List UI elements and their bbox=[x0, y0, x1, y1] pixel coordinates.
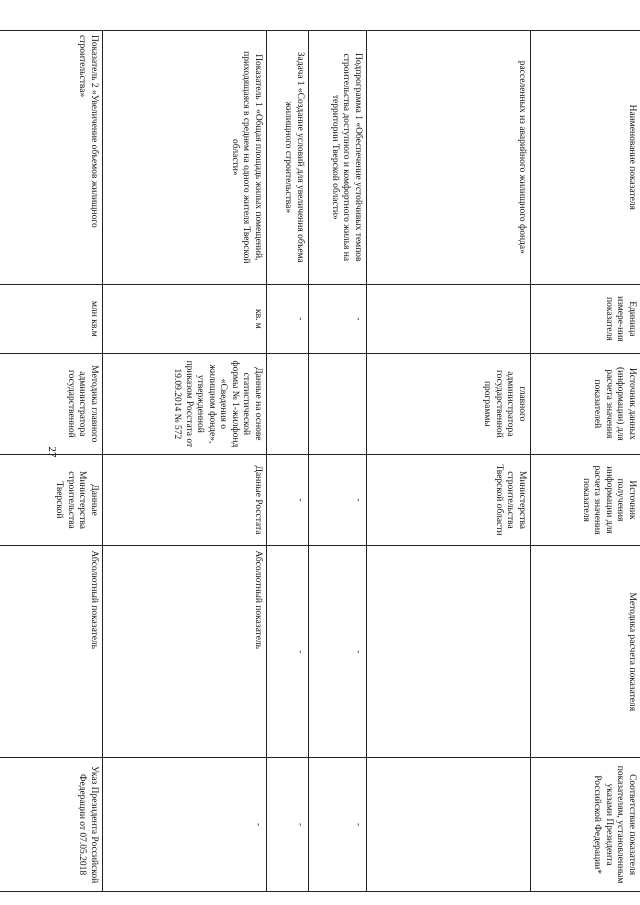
table-cell: Абсолютный показатель bbox=[0, 546, 103, 758]
table-cell bbox=[367, 546, 531, 758]
table-cell: - bbox=[103, 758, 267, 892]
indicator-table bbox=[0, 30, 640, 892]
rotated-table-inner bbox=[54, 30, 640, 892]
header-cell: Источник данных (информации) для расчета значения показателей bbox=[531, 354, 640, 454]
table-cell: Подпрограмма 1 «Обеспечение устойчивых темпов строительства доступного и комфортного жилья на территории Тверской области» bbox=[309, 31, 367, 285]
rotated-table-wrapper bbox=[54, 30, 640, 892]
table-cell: главного администратора государственной программы bbox=[367, 354, 531, 454]
table-cell bbox=[267, 354, 309, 454]
table-cell bbox=[367, 284, 531, 354]
table-cell: - bbox=[309, 758, 367, 892]
table-cell: - bbox=[267, 546, 309, 758]
table-cell: кв. м bbox=[103, 284, 267, 354]
table-row bbox=[309, 31, 367, 892]
table-cell bbox=[367, 758, 531, 892]
header-cell: Единица измере-ния показателя bbox=[531, 284, 640, 354]
header-cell: Наименование показателя bbox=[531, 31, 640, 285]
table-cell: Министерства строительства Тверской области bbox=[367, 454, 531, 546]
table-cell: Абсолютный показатель bbox=[103, 546, 267, 758]
table-cell: Показатель 2 «Увеличение объемов жилищного строительства» bbox=[0, 31, 103, 285]
table-cell: - bbox=[267, 758, 309, 892]
table-header-row bbox=[531, 31, 640, 892]
page-number: 27 bbox=[46, 446, 58, 458]
table-cell: - bbox=[267, 454, 309, 546]
table-row bbox=[367, 31, 531, 892]
table-cell: Показатель 1 «Общая площадь жилых помещений, приходящаяся в среднем на одного жителя Тверской области» bbox=[103, 31, 267, 285]
table-cell: млн кв.м bbox=[0, 284, 103, 354]
table-row bbox=[0, 31, 103, 892]
table-row bbox=[103, 31, 267, 892]
table-cell: Данные на основе статистической формы № 1-жилфонд «Сведения о жилищном фонде», утвержденной приказом Росстата от 19.09.2014 № 572 bbox=[103, 354, 267, 454]
header-cell: Методика расчета показателя bbox=[531, 546, 640, 758]
table-cell bbox=[309, 354, 367, 454]
table-cell: Данные Министерства строительства Тверской bbox=[0, 454, 103, 546]
table-cell: Указ Президента Российской Федерации от 07.05.2018 bbox=[0, 758, 103, 892]
table-cell: Задача 1 «Создание условий для увеличения объема жилищного строительства» bbox=[267, 31, 309, 285]
header-cell: Источник получения информации для расчета значения показателя bbox=[531, 454, 640, 546]
table-cell: Методика главного администратора государственной bbox=[0, 354, 103, 454]
table-cell: - bbox=[267, 284, 309, 354]
table-cell: Данные Росстата bbox=[103, 454, 267, 546]
table-cell: - bbox=[309, 284, 367, 354]
table-cell: - bbox=[309, 454, 367, 546]
table-row bbox=[267, 31, 309, 892]
header-cell: Соответствие показателя показателям, установленным указами Президента Российской Федерации* bbox=[531, 758, 640, 892]
table-cell: расселенных из аварийного жилищного фонда» bbox=[367, 31, 531, 285]
table-cell: - bbox=[309, 546, 367, 758]
